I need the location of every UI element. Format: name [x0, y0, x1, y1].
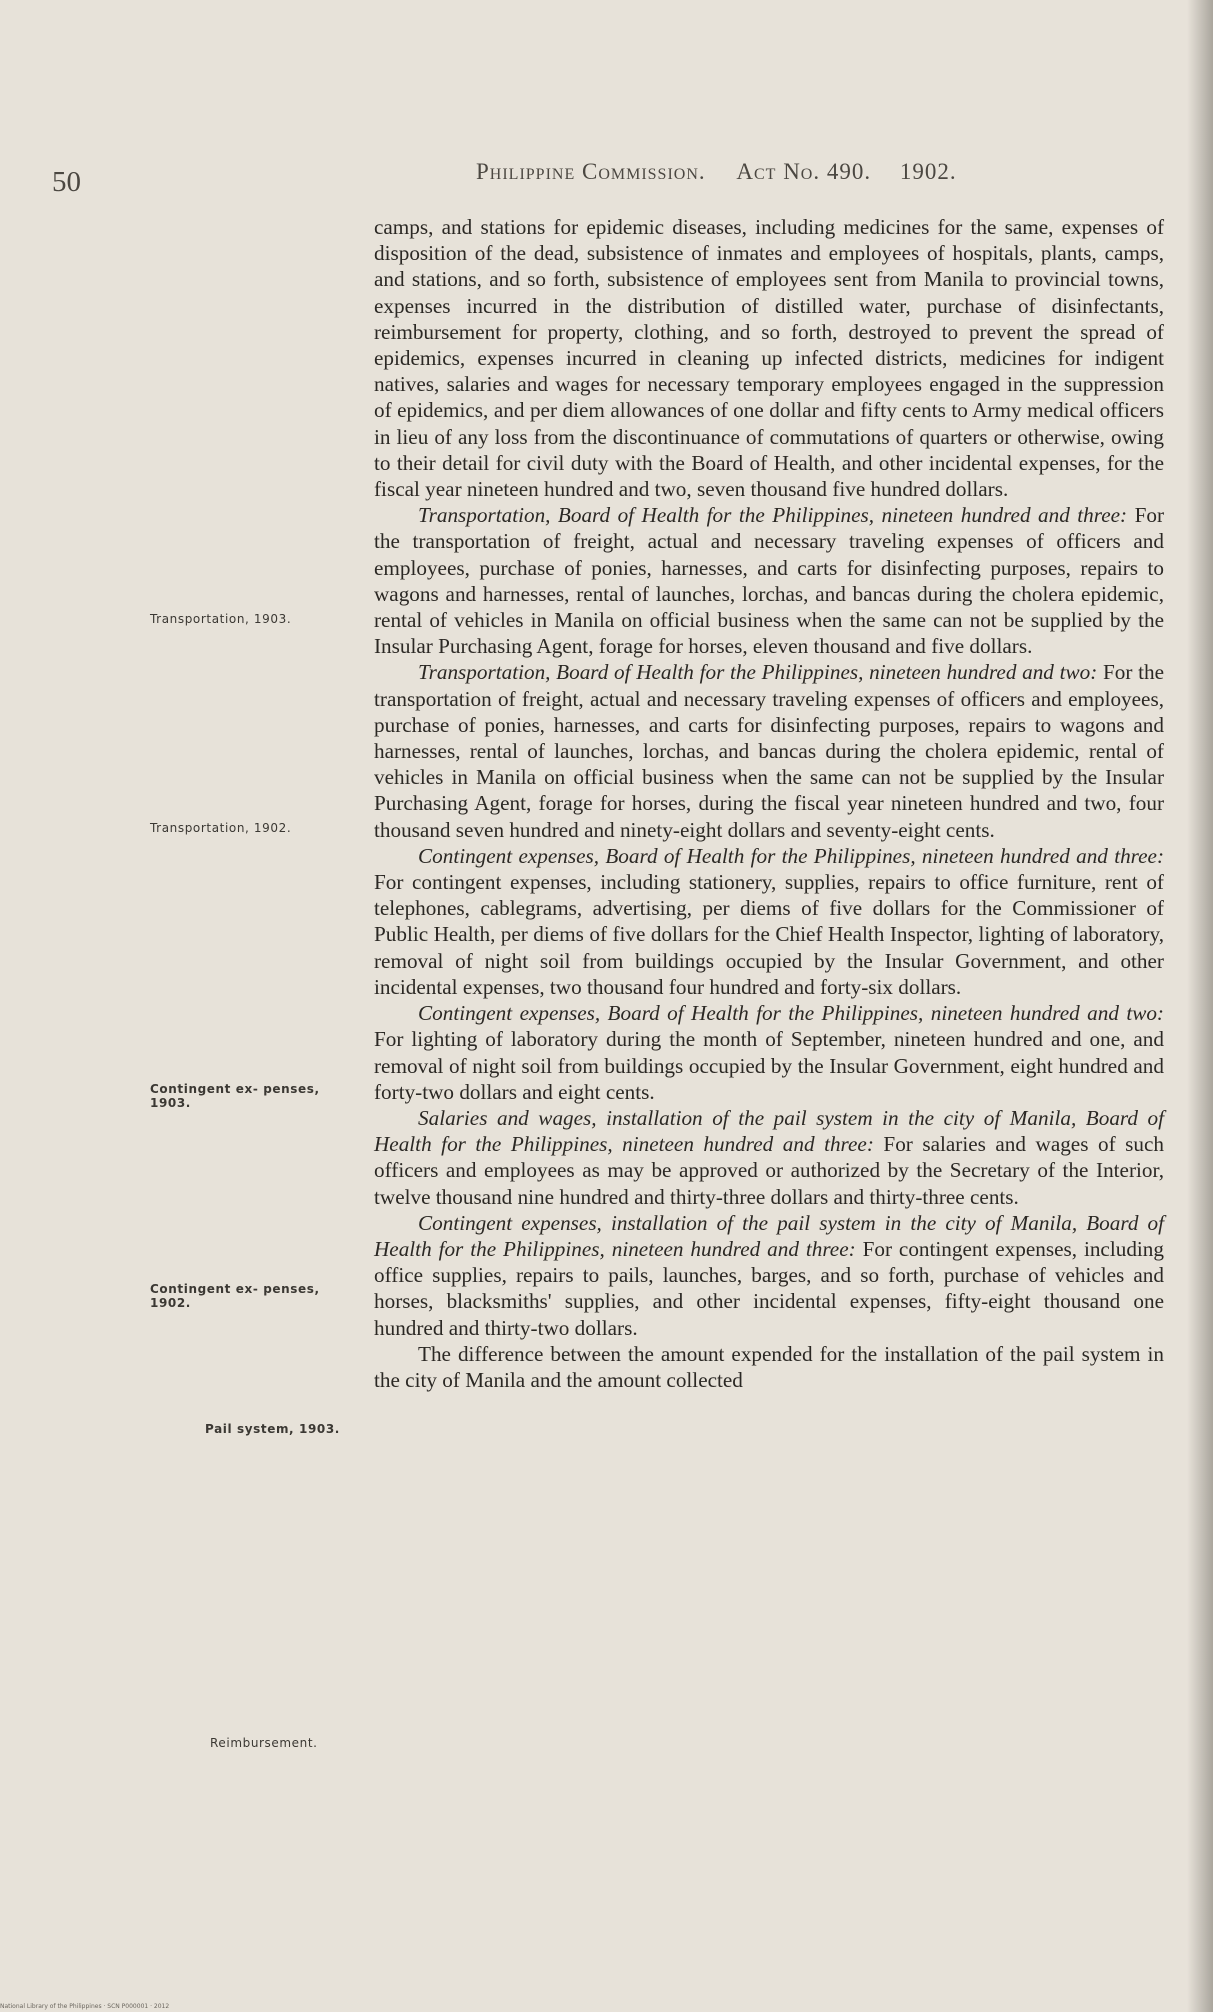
paragraph-pail-salaries	[374, 1105, 1164, 1210]
paragraph-heading: Contingent expenses, Board of Health for the Philippines, nineteen hundred and three:	[418, 843, 1164, 868]
marginal-note-contingent-1902: Contingent ex- penses, 1902.	[150, 1282, 320, 1310]
paragraph-pail-contingent	[374, 1210, 1164, 1341]
marginal-note-transportation-1903: Transportation, 1903.	[150, 612, 292, 626]
paragraph-heading: Contingent expenses, installation of the pail system in the city of Manila, Board of Health for the Philippines, nineteen hundred and three:	[374, 1210, 1164, 1261]
paragraph-reimbursement	[374, 1341, 1164, 1393]
page-number: 50	[52, 166, 81, 198]
page-edge-shadow	[1187, 0, 1213, 2012]
paragraph-contingent-1903	[374, 843, 1164, 1000]
paragraph-heading: Contingent expenses, Board of Health for the Philippines, nineteen hundred and two:	[418, 1001, 1164, 1026]
paragraph-text: For contingent expenses, including stationery, supplies, repairs to office furniture, rent of telephones, cablegrams, advertising, per diems of five dollars for the Commissioner of Public Health, per diems of five dollars for the Chief Health Inspector, lighting of laboratory, removal of night soil from buildings occupied by the Insular Government, and other incidental expenses, two thousand four hundred and forty-six dollars.	[374, 870, 1164, 999]
paragraph-heading: Transportation, Board of Health for the Philippines, nineteen hundred and two:	[418, 660, 1098, 685]
paragraph-text: For the transportation of freight, actual and necessary traveling expenses of officers and employees, purchase of ponies, harnesses, and carts for disinfecting purposes, repairs to wagons and harnesses, rental of launches, lorchas, and bancas during the cholera epidemic, rental of vehicles in Manila on official business when the same can not be supplied by the Insular Purchasing Agent, forage for horses, during the fiscal year nineteen hundred and two, four thousand seven hundred and ninety-eight dollars and seventy-eight cents.	[374, 660, 1164, 842]
paragraph-contingent-1902	[374, 1000, 1164, 1105]
running-head-act: Act No. 490.	[736, 159, 872, 184]
paragraph-heading: Transportation, Board of Health for the Philippines, nineteen hundred and three:	[418, 503, 1128, 528]
paragraph-transportation-1903	[374, 502, 1164, 659]
marginal-note-pail-system-1903: Pail system, 1903.	[205, 1422, 340, 1436]
paragraph-text: The difference between the amount expended for the installation of the pail system in the city of Manila and the amount collected	[374, 1341, 1164, 1392]
body-text	[374, 214, 1164, 1393]
running-head-commission: Philippine Commission.	[476, 159, 706, 184]
paragraph-continuation	[374, 214, 1164, 502]
paragraph-text: For salaries and wages of such officers and employees as may be approved or authorized by the Secretary of the Interior, twelve thousand nine hundred and thirty-three dollars and thirty-three cents.	[374, 1132, 1164, 1209]
marginal-note-transportation-1902: Transportation, 1902.	[150, 821, 292, 835]
paragraph-text: For contingent expenses, including office supplies, repairs to pails, launches, barges, and so forth, purchase of vehicles and horses, blacksmiths' supplies, and other incidental expenses, fifty-eight thousand one hundred and thirty-two dollars.	[374, 1236, 1164, 1340]
paragraph-heading: Salaries and wages, installation of the pail system in the city of Manila, Board of Health for the Philippines, nineteen hundred and three:	[374, 1105, 1164, 1157]
scan-credit: National Library of the Philippines · SCN P000001 · 2012	[0, 2003, 170, 2010]
marginal-note-reimbursement: Reimbursement.	[210, 1736, 318, 1750]
running-head	[476, 159, 957, 185]
marginal-note-contingent-1903: Contingent ex- penses, 1903.	[150, 1082, 320, 1110]
running-head-year: 1902.	[899, 159, 957, 184]
paragraph-text: camps, and stations for epidemic diseases, including medicines for the same, expenses of disposition of the dead, subsistence of inmates and employees of hospitals, plants, camps, and stations, and so forth, subsistence of employees sent from Manila to provincial towns, expenses incurred in the distribution of distilled water, purchase of disinfectants, reimbursement for property, clothing, and so forth, destroyed to prevent the spread of epidemics, expenses incurred in cleaning up infected districts, medicines for indigent natives, salaries and wages for necessary temporary employees engaged in the suppression of epidemics, and per diem allowances of one dollar and fifty cents to Army medical officers in lieu of any loss from the discontinuance of commutations of quarters or otherwise, owing to their detail for civil duty with the Board of Health, and other incidental expenses, for the fiscal year nineteen hundred and two, seven thousand five hundred dollars.	[374, 215, 1164, 502]
paragraph-text: For the transportation of freight, actual and necessary traveling expenses of officers and employees, purchase of ponies, harnesses, and carts for disinfecting purposes, repairs to wagons and harnesses, rental of launches, lorchas, and bancas during the cholera epidemic, rental of vehicles in Manila on official business when the same can not be supplied by the Insular Purchasing Agent, forage for horses, eleven thousand and five dollars.	[374, 503, 1164, 659]
paragraph-text: For lighting of laboratory during the month of September, nineteen hundred and one, and removal of night soil from buildings occupied by the Insular Government, eight hundred and forty-two dollars and eight cents.	[374, 1027, 1164, 1104]
paragraph-transportation-1902	[374, 659, 1164, 842]
